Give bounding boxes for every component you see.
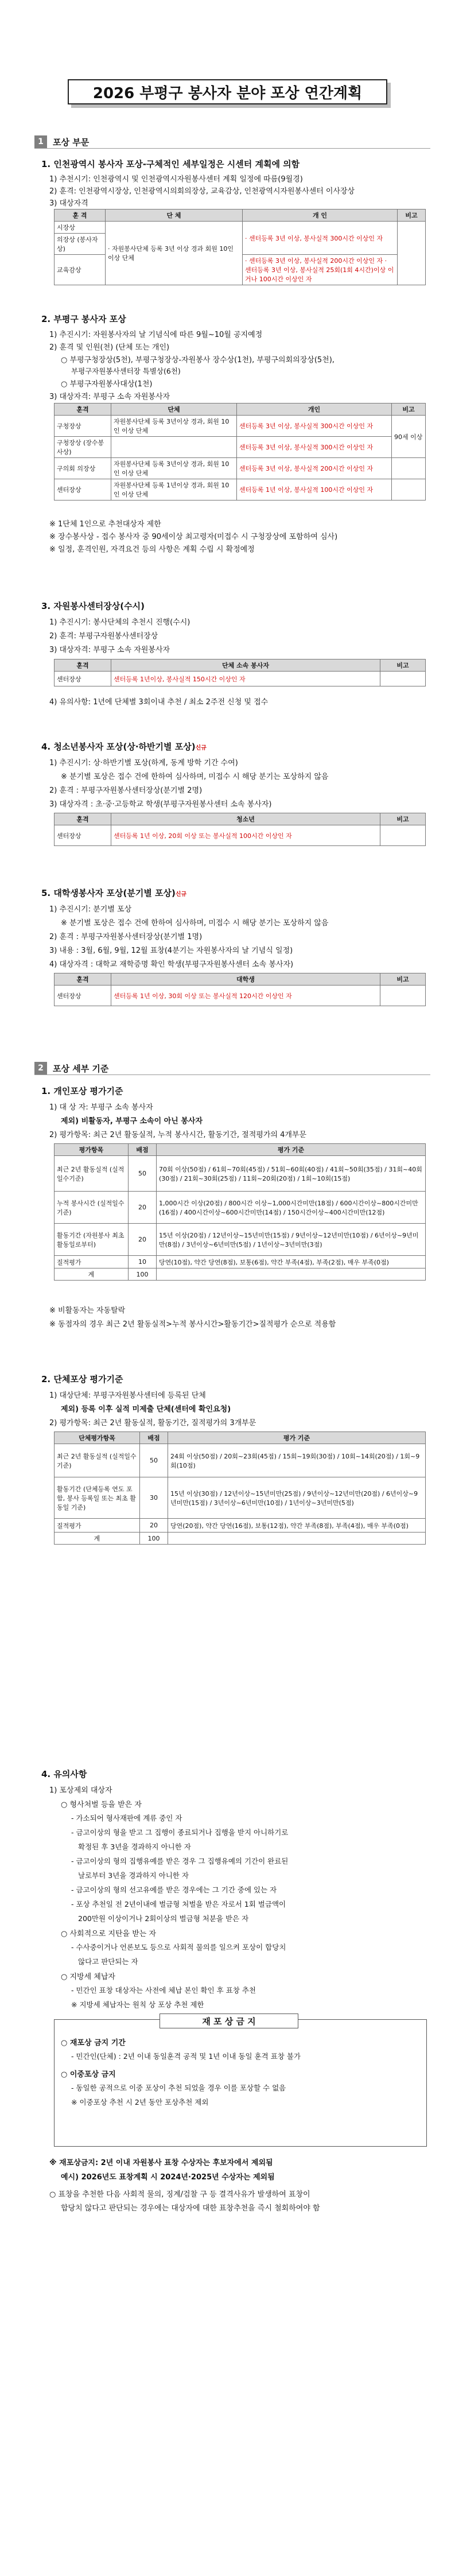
- table-cell: 센터등록 3년 이상, 봉사실적 300시간 이상인 자: [237, 416, 392, 437]
- q4-note: 예시) 2026년도 표창계획 시 2024년·2025년 수상자는 제외됨: [61, 2173, 275, 2182]
- table-cell: · 센터등록 3년 이상, 봉사실적 200시간 이상인 자 · 센터등록 3년 이상, 봉사실적 25회(1회 4시간)이상 이거나 100시간 이상인 자: [243, 255, 398, 285]
- table-cell: 90세 이상: [392, 416, 426, 458]
- p1-heading: 1. 인천광역시 봉사자 포상-구체적인 세부일정은 시센터 계획에 의함: [41, 159, 300, 169]
- table-cell: 50: [140, 1444, 168, 1477]
- table-cell: 센터등록 1년 이상, 봉사실적 100시간 이상인 자: [237, 479, 392, 501]
- p5-heading: [41, 887, 186, 899]
- q2-heading: 2. 단체포상 평가기준: [41, 1374, 123, 1384]
- q4-note: 합당치 않다고 판단되는 경우에는 대상자에 대한 표창추천을 즉시 철회하여야 함: [61, 2204, 320, 2213]
- p5-line: 2) 훈격 : 부평구자원봉사센터장상(분기별 1명): [49, 933, 203, 941]
- table-cell: 질적평가: [55, 1256, 129, 1268]
- table-cell: 30: [140, 1477, 168, 1519]
- table-cell: 20: [129, 1224, 157, 1256]
- table-cell: 시장상: [55, 222, 106, 234]
- table-header: 훈격: [55, 973, 111, 986]
- q4-line: 날로부터 3년을 경과하지 아니한 자: [78, 1871, 189, 1880]
- title-block: [68, 79, 387, 108]
- table-cell: 최근 2년 활동실적 (실적일수기준): [55, 1444, 140, 1477]
- section-2-label: 포상 세부 기준: [53, 1063, 109, 1074]
- q4-line: ○ 사회적으로 지탄을 받는 자: [61, 1930, 157, 1938]
- table-header: 단체 소속 봉사자: [111, 659, 380, 672]
- table-cell: 센터장상: [55, 479, 111, 501]
- table-cell: 계: [55, 1268, 129, 1281]
- box-line: ○ 이중포상 금지: [61, 2070, 116, 2079]
- q4-line: ○ 지방세 체납자: [61, 1973, 115, 1981]
- table-header: 훈격: [55, 659, 111, 672]
- p4-heading-text: 4. 청소년봉사자 포상(상·하반기별 포상): [41, 742, 196, 752]
- p5-heading-text: 5. 대학생봉사자 포상(분기별 포상): [41, 888, 176, 898]
- table-cell: [392, 479, 426, 501]
- table-header: 훈 격: [55, 210, 106, 222]
- p5-note: ※ 분기별 포상은 접수 건에 한하여 심사하며, 미접수 시 해당 분기는 포상하지 않음: [61, 919, 329, 928]
- q4-line: 200만원 이상이거나 2회이상의 벌금형 처분을 받은 자: [78, 1914, 249, 1923]
- table-cell: 활동기간 (자원봉사 최초 활동일로부터): [55, 1224, 129, 1256]
- p3-line: 1) 추진시기: 봉사단체의 추천시 진행(수시): [49, 618, 190, 627]
- no-reaward-title: 재 포 상 금 지: [160, 2014, 298, 2028]
- q4-note: ○ 표창을 추천한 다음 사회적 물의, 징계/검찰 구 등 결격사유가 발생하여 표창이: [49, 2190, 310, 2199]
- q1-line: 1) 대 상 자: 부평구 소속 봉사자: [49, 1103, 153, 1112]
- table-cell: 센터등록 1년 이상, 20회 이상 또는 봉사실적 100시간 이상인 자: [111, 825, 380, 846]
- box-line: ○ 재포상 금지 기간: [61, 2039, 126, 2047]
- q4-heading: 4. 유의사항: [41, 1769, 87, 1779]
- table-cell: · 센터등록 3년 이상, 봉사실적 300시간 이상인 자: [243, 222, 398, 255]
- table-header: 단 체: [106, 210, 243, 222]
- q1-note: ※ 비활동자는 자동탈락: [49, 1306, 126, 1315]
- table-cell: [168, 1533, 426, 1545]
- p3-line: 4) 유의사항: 1년에 단체별 3회이내 추천 / 최소 2주전 신청 및 접수: [49, 698, 269, 707]
- table-cell: [380, 986, 426, 1006]
- table-cell: [398, 222, 426, 285]
- p2-line: 1) 추진시기: 자원봉사자의 날 기념식에 따른 9월~10월 공지예정: [49, 331, 263, 339]
- p2-table: [54, 403, 426, 501]
- table-header: 비고: [380, 973, 426, 986]
- table-cell: 센터등록 1년이상, 봉사실적 150시간 이상인 자: [111, 672, 380, 686]
- q2-line: 1) 대상단체: 부평구자원봉사센터에 등록된 단체: [49, 1391, 206, 1400]
- p1-line: 2) 훈격: 인천광역시장상, 인천광역시의회의장상, 교육감상, 인천광역시자원봉사센터 이사장상: [49, 187, 355, 196]
- table-cell: 누적 봉사시간 (실적일수기준): [55, 1192, 129, 1224]
- table-header: 훈격: [55, 813, 111, 825]
- table-cell: · 자원봉사단체 등록 3년 이상 경과 회원 10인 이상 단체: [106, 222, 243, 285]
- p2-heading: 2. 부평구 봉사자 포상: [41, 314, 126, 324]
- table-cell: 20: [140, 1519, 168, 1533]
- section-2-number: 2: [34, 1062, 47, 1074]
- q2-table: [54, 1431, 426, 1545]
- table-header: 훈격: [55, 404, 111, 416]
- table-cell: 100: [140, 1533, 168, 1545]
- q1-line: 2) 평가항목: 최근 2년 활동실적, 누적 봉사시간, 활동기간, 절적평가의 4개부문: [49, 1131, 307, 1139]
- table-cell: 자원봉사단체 등록 3년이상 경과, 회원 10인 이상 단체: [111, 458, 237, 479]
- table-cell: [380, 672, 426, 686]
- p4-note: ※ 분기별 포상은 접수 건에 한하여 심사하며, 미접수 시 해당 분기는 포상하지 않음: [61, 773, 329, 781]
- table-cell: [111, 437, 237, 458]
- section-1-header: [34, 135, 430, 149]
- table-cell: 자원봉사단체 등록 1년이상 경과, 회원 10인 이상 단체: [111, 479, 237, 501]
- q4-line: - 금고이상의 형의 집행유예를 받은 경우 그 집행유예의 기간이 완료된: [71, 1857, 289, 1865]
- q4-line: - 민간인 표창 대상자는 사전에 체납 본인 확인 후 표창 추천: [71, 1986, 256, 1995]
- table-cell: [380, 825, 426, 846]
- box-line: - 민간인(단체) : 2년 이내 동일훈격 공적 및 1년 이내 동일 훈격 표창 불가: [71, 2052, 301, 2061]
- p3-table: [54, 659, 426, 686]
- table-cell: 50: [129, 1156, 157, 1192]
- p5-line: 4) 대상자격 : 대학교 재학증명 확인 학생(부평구자원봉사센터 소속 봉사자): [49, 960, 294, 969]
- table-header: 단체: [111, 404, 237, 416]
- p2-line: ○ 부평구청장상(5천), 부평구청장상-자원봉사 장수상(1천), 부평구의회의장상(5천),: [61, 356, 335, 364]
- p3-line: 3) 대상자격: 부평구 소속 자원봉사자: [49, 646, 170, 654]
- p2-line: 3) 대상자격: 부평구 소속 자원봉사자: [49, 393, 170, 401]
- p5-line: 1) 추진시기: 분기별 포상: [49, 905, 132, 914]
- table-header: 개인: [237, 404, 392, 416]
- table-cell: 계: [55, 1533, 140, 1545]
- p2-line: 2) 훈격 및 인원(천) (단체 또는 개인): [49, 343, 170, 352]
- p2-note: ※ 1단체 1인으로 추천대상자 제한: [49, 520, 161, 529]
- table-cell: 1,000시간 이상(20점) / 800시간 이상~1,000시간미만(18점) / 600시간이상~800시간미만(16점) / 400시간이상~600시간미만(14점) / 150시간이상~400시간미만(12점): [157, 1192, 426, 1224]
- p5-line: 3) 내용 : 3월, 6월, 9월, 12월 표창(4분기는 자원봉사자의 날 기념식 일정): [49, 946, 293, 955]
- q4-line: 1) 포상제외 대상자: [49, 1786, 112, 1795]
- p4-line: 1) 추진시기: 상·하반기별 포상(하계, 동계 방학 기간 수여): [49, 759, 238, 767]
- table-cell: 센터등록 3년 이상, 봉사실적 200시간 이상인 자: [237, 458, 392, 479]
- table-cell: 자원봉사단체 등록 3년이상 경과, 회원 10인 이상 단체: [111, 416, 237, 437]
- q4-line: - 포상 추천일 전 2년이내에 벌금형 처벌을 받은 자로서 1회 벌금액이: [71, 1900, 286, 1908]
- table-cell: 센터등록 3년 이상, 봉사실적 300시간 이상인 자: [237, 437, 392, 458]
- table-cell: 10: [129, 1256, 157, 1268]
- p1-table: [54, 209, 426, 285]
- table-header: 배점: [140, 1432, 168, 1444]
- p4-line: 2) 훈격 : 부평구자원봉사센터장상(분기별 2명): [49, 786, 203, 795]
- section-2-header: [34, 1062, 430, 1075]
- table-header: 평가 기준: [157, 1144, 426, 1156]
- q4-line: 확정된 후 3년을 경과하지 아니한 자: [78, 1842, 191, 1851]
- table-header: 비고: [392, 404, 426, 416]
- q1-table: [54, 1143, 426, 1281]
- table-header: 개 인: [243, 210, 398, 222]
- table-cell: 20: [129, 1192, 157, 1224]
- q1-line: 제외) 비활동자, 부평구 소속이 아닌 봉사자: [61, 1117, 203, 1126]
- section-1-number: 1: [34, 135, 47, 148]
- p2-line: ○ 부평구자원봉사대상(1천): [61, 380, 153, 389]
- table-cell: 센터장상: [55, 825, 111, 846]
- table-header: 대학생: [111, 973, 380, 986]
- q4-line: 않다고 판단되는 자: [78, 1957, 138, 1966]
- q1-heading: 1. 개인포상 평가기준: [41, 1086, 123, 1096]
- q4-note: ※ 재포상금지: 2년 이내 자원봉사 표창 수상자는 후보자에서 제외됨: [49, 2159, 273, 2167]
- table-cell: 당연(20점), 약간 당연(16점), 보통(12점), 약간 부족(8점), 부족(4점), 매우 부족(0점): [168, 1519, 426, 1533]
- p4-heading: [41, 740, 207, 752]
- table-header: 배점: [129, 1144, 157, 1156]
- p4-line: 3) 대상자격 : 초·중·고등학교 학생(부평구자원봉사센터 소속 봉사자): [49, 800, 272, 809]
- table-cell: 24회 이상(50점) / 20회~23회(45점) / 15회~19회(30점) / 10회~14회(20점) / 1회~9회(10점): [168, 1444, 426, 1477]
- p2-line: 부평구자원봉사센터장 특별상(6천): [71, 367, 181, 375]
- table-cell: 활동기간 (단체등록 연도 포함, 봉사 등록일 또는 최초 활동일 기준): [55, 1477, 140, 1519]
- table-cell: 센터등록 1년 이상, 30회 이상 또는 봉사실적 120시간 이상인 자: [111, 986, 380, 1006]
- p2-note: ※ 일정, 훈격인원, 자격요건 등의 사항은 계획 수립 시 확정예정: [49, 545, 255, 554]
- q2-line: 제외) 등록 이후 실적 미제출 단체(센터에 확인요청): [61, 1405, 231, 1414]
- q4-line: - 수사중이거나 언론보도 등으로 사회적 물의를 일으켜 포상이 합당치: [71, 1943, 286, 1952]
- p3-line: 2) 훈격: 부평구자원봉사센터장상: [49, 632, 158, 641]
- table-cell: 구청장상 (장수봉사상): [55, 437, 111, 458]
- p4-table: [54, 813, 426, 846]
- new-tag: 신규: [195, 745, 207, 751]
- q4-line: - 금고이상의 형을 받고 그 집행이 종료되거나 집행을 받지 아니하기로: [71, 1828, 289, 1837]
- box-line: ※ 이중포상 추천 시 2년 동안 포상추천 제외: [71, 2098, 209, 2106]
- table-cell: 구의회 의장상: [55, 458, 111, 479]
- table-header: 비고: [380, 813, 426, 825]
- table-cell: 교육감상: [55, 255, 106, 285]
- table-header: 단체평가항목: [55, 1432, 140, 1444]
- q4-line: - 가소되어 형사재판에 계류 중인 자: [71, 1814, 182, 1822]
- table-header: 비고: [380, 659, 426, 672]
- table-cell: 15년 이상(20점) / 12년이상~15년미만(15점) / 9년이상~12년미만(10점) / 6년이상~9년미만(8점) / 3년이상~6년미만(5점) / 1년이상~3년미만(3점): [157, 1224, 426, 1256]
- q2-line: 2) 평가항목: 최근 2년 활동실적, 활동기간, 질적평가의 3개부문: [49, 1419, 256, 1427]
- table-cell: [157, 1268, 426, 1281]
- new-tag: 신규: [175, 891, 187, 898]
- table-header: 비고: [398, 210, 426, 222]
- p1-line: 3) 대상자격: [49, 199, 88, 208]
- p3-heading: 3. 자원봉사센터장상(수시): [41, 601, 145, 611]
- table-cell: 센터장상: [55, 672, 111, 686]
- table-cell: 당연(10점), 약간 당연(8점), 보통(6점), 약간 부족(4점), 부족(2점), 매우 부족(0점): [157, 1256, 426, 1268]
- table-cell: 질적평가: [55, 1519, 140, 1533]
- table-cell: 15년 이상(30점) / 12년이상~15년미만(25점) / 9년이상~12년미만(20점) / 6년이상~9년미만(15점) / 3년이상~6년미만(10점) / 1년이상~3년미만(5점): [168, 1477, 426, 1519]
- q4-line: ※ 지방세 체납자는 원칙 상 포상 추천 제한: [71, 2000, 204, 2009]
- table-cell: 100: [129, 1268, 157, 1281]
- table-header: 평가항목: [55, 1144, 129, 1156]
- table-cell: 최근 2년 활동실적 (실적일수기준): [55, 1156, 129, 1192]
- table-cell: 70회 이상(50점) / 61회~70회(45점) / 51회~60회(40점) / 41회~50회(35점) / 31회~40회(30점) / 21회~30회(25점) / 11회~20회(20점) / 1회~10회(15점): [157, 1156, 426, 1192]
- box-line: - 동일한 공적으로 이중 포상이 추천 되었을 경우 이를 포상할 수 없음: [71, 2084, 286, 2092]
- page-title: 2026 부평구 봉사자 분야 포상 연간계획: [68, 79, 387, 104]
- section-1-label: 포상 부문: [53, 137, 90, 148]
- p2-note: ※ 장수봉사상 - 접수 봉사자 중 90세이상 최고령자(미접수 시 구청장상에 포함하여 심사): [49, 533, 338, 541]
- table-cell: 의장상 (봉사자상): [55, 234, 106, 255]
- q1-note: ※ 동점자의 경우 최근 2년 활동실적>누적 봉사시간>활동기간>질적평가 순으로 적용함: [49, 1320, 336, 1329]
- table-header: 평가 기준: [168, 1432, 426, 1444]
- table-cell: [392, 458, 426, 479]
- table-cell: 센터장상: [55, 986, 111, 1006]
- p1-line: 1) 추천시기: 인천광역시 및 인천광역시자원봉사센터 계획 일정에 따름(9월경): [49, 175, 303, 184]
- table-header: 청소년: [111, 813, 380, 825]
- q4-line: - 금고이상의 형의 선고유예를 받은 경우에는 그 기간 중에 있는 자: [71, 1886, 277, 1894]
- p5-table: [54, 973, 426, 1006]
- q4-line: ○ 형사처벌 등을 받은 자: [61, 1801, 142, 1809]
- table-cell: 구청장상: [55, 416, 111, 437]
